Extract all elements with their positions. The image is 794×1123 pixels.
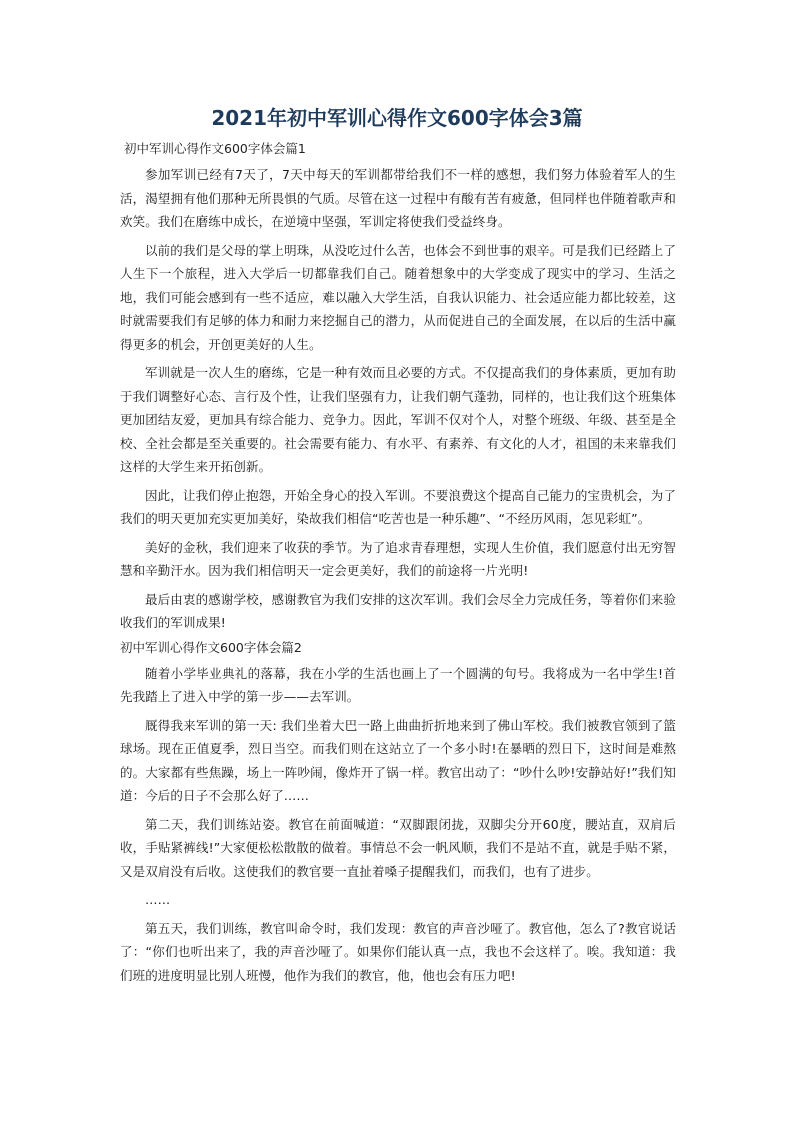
paragraph: 因此，让我们停止抱怨，开始全身心的投入军训。不要浪费这个提高自己能力的宝贵机会，为了我们的明天更加充实更加美好，染故我们相信“吃苦也是一种乐趣”、“不经历风雨，怎见彩虹”。 [120, 487, 676, 526]
paragraph: 美好的金秋，我们迎来了收获的季节。为了追求青春理想，实现人生价值，我们愿意付出无穷智慧和辛勤汗水。因为我们相信明天一定会更美好，我们的前途将一片光明! [120, 539, 676, 578]
paragraph: 军训就是一次人生的磨练，它是一种有效而且必要的方式。不仅提高我们的身体素质，更加有助于我们调整好心态、言行及个性，让我们坚强有力，让我们朝气蓬勃，同样的，也让我们这个班集体更加团结友爱，更加具有综合能力、竞争力。因此，军训不仅对个人，对整个班级、年级、甚至是全校、全社会都是至关重要的。社会需要有能力、有水平、有素养、有文化的人才，祖国的未来靠我们这样的大学生来开拓创新。 [120, 365, 676, 474]
ellipsis-paragraph: …… [145, 892, 171, 907]
paragraph: 第五天，我们训练，教官叫命令时，我们发现：教官的声音沙哑了。教官他，怎么了?教官说话了：“你们也听出来了，我的声音沙哑了。如果你们能认真一点，我也不会这样了。唉。我知道：我们班的进度明显比别人班慢，他作为我们的教官，他，他也会有压力吧! [120, 920, 676, 983]
section-heading: 初中军训心得作文600字体会篇1 [124, 141, 306, 156]
section-2 [120, 640, 676, 988]
paragraph: 参加军训已经有7天了，7天中每天的军训都带给我们不一样的感想，我们努力体验着军人的生活，渴望拥有他们那种无所畏惧的气质。尽管在这一过程中有酸有苦有疲惫，但同样也伴随着歌声和欢笑。我们在磨练中成长，在逆境中坚强，军训定将使我们受益终身。 [120, 167, 676, 229]
section-heading: 初中军训心得作文600字体会篇2 [120, 639, 302, 655]
paragraph: 第二天，我们训练站姿。教官在前面喊道：“双脚跟闭拢，双脚尖分开60度，腰站直，双肩后收，手贴紧裤线!”大家便松松散散的做着。事情总不会一帆风顺，我们不是站不直，就是手贴不紧，又是双肩没有后收。这使我们的教官要一直扯着嗓子提醒我们，而我们，也有了进步。 [120, 816, 676, 879]
paragraph: 厩得我来军训的第一天: 我们坐着大巴一路上曲曲折折地来到了佛山军校。我们被教官领到了篮球场。现在正值夏季，烈日当空。而我们则在这站立了一个多小时!在暴晒的烈日下，这时间是难熬的。大家都有些焦躁，场上一阵吵闹，像炸开了锅一样。教官出动了：“吵什么吵!安静站好!”我们知道：今后的日子不会那么好了…… [120, 717, 676, 803]
section-1 [120, 141, 676, 635]
paragraph: 随着小学毕业典礼的落幕，我在小学的生活也画上了一个圆满的句号。我将成为一名中学生!首先我踏上了进入中学的第一步——去军训。 [120, 665, 676, 704]
paragraph: 最后由衷的感谢学校，感谢教官为我们安排的这次军训。我们会尽全力完成任务，等着你们来验收我们的军训成果! [120, 591, 676, 630]
document-body [120, 141, 676, 992]
document-title: 2021年初中军训心得作文600字体会3篇 [211, 106, 583, 130]
paragraph: 以前的我们是父母的掌上明珠，从没吃过什么苦，也体会不到世事的艰辛。可是我们已经踏上了人生下一个旅程，进入大学后一切都靠我们自己。随着想象中的大学变成了现实中的学习、生活之地，我们可能会感到有一些不适应，难以融入大学生活，自我认识能力、社会适应能力都比较差，这时就需要我们有足够的体力和耐力来挖掘自己的潜力，从而促进自己的全面发展，在以后的生活中赢得更多的机会，开创更美好的人生。 [120, 242, 676, 352]
